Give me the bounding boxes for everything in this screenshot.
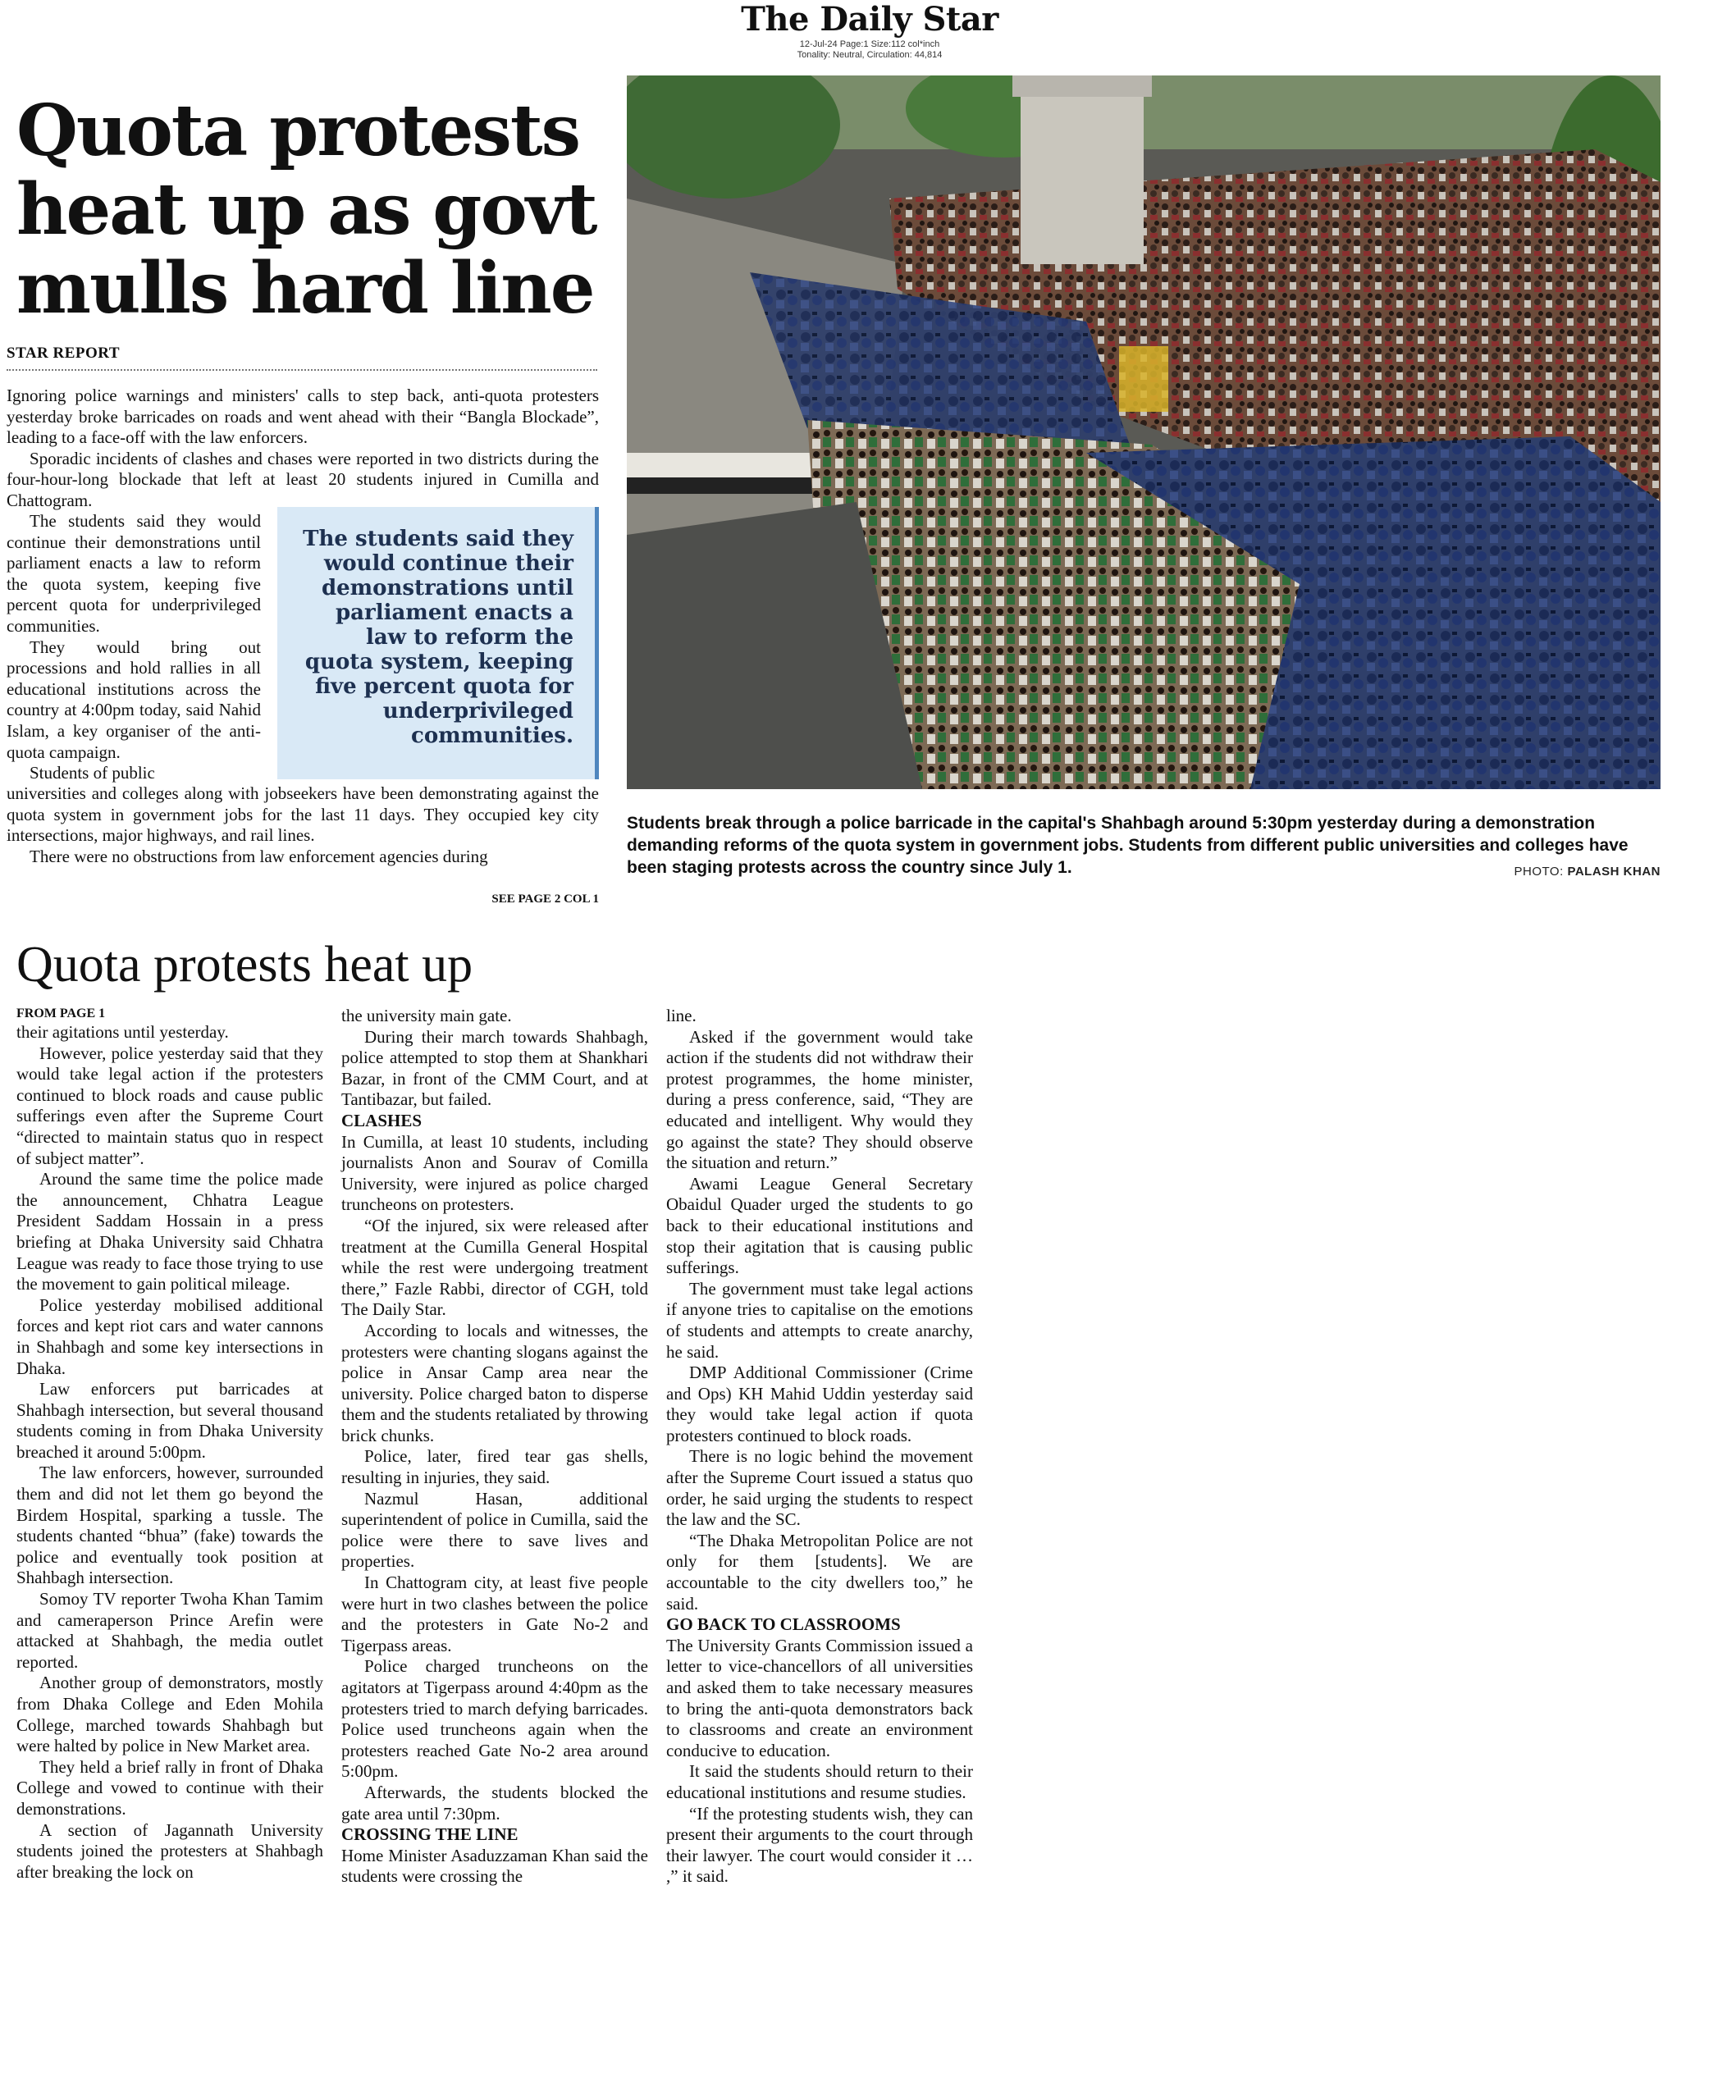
paragraph: line. bbox=[666, 1006, 697, 1025]
paragraph: Students of public bbox=[30, 763, 155, 783]
paragraph: Police yesterday mobilised additional forces and kept riot cars and water cannons in Shahbagh and some key intersections in Dhaka. bbox=[16, 1294, 323, 1378]
paragraph: Nazmul Hasan, additional superintendent of police in Cumilla, said the police were there to save lives and properties. bbox=[341, 1488, 648, 1572]
paragraph: “Of the injured, six were released after treatment at the Cumilla General Hospital while the rest were undergoing treatment there,” Fazle Rabbi, director of CGH, told The Daily Star. bbox=[341, 1215, 648, 1320]
paragraph: They held a brief rally in front of Dhaka College and vowed to continue with their demonstrations. bbox=[16, 1756, 323, 1819]
paragraph: A section of Jagannath University students joined the protesters at Shahbagh after breaking the lock on bbox=[16, 1819, 323, 1882]
subhead-clashes: CLASHES bbox=[341, 1110, 423, 1130]
paragraph: They would bring out processions and hold rallies in all educational institutions across the country at 4:00pm today, said Nahid Islam, a key organiser of the anti-quota campaign. bbox=[7, 637, 261, 762]
paragraph: Home Minister Asaduzzaman Khan said the students were crossing the bbox=[341, 1845, 648, 1887]
paragraph: There is no logic behind the movement after the Supreme Court issued a status quo order, he said urging the students to respect the law and the SC. bbox=[666, 1446, 973, 1530]
paragraph: In Cumilla, at least 10 students, including journalists Anon and Sourav of Comilla University, were injured as police charged truncheons on protesters. bbox=[341, 1131, 648, 1215]
narrow-column bbox=[7, 511, 261, 784]
newspaper-logo: The Daily Star bbox=[741, 0, 998, 39]
article-headline: Quota protests heat up as govt mulls hard line bbox=[16, 89, 596, 330]
paragraph: Afterwards, the students blocked the gate area until 7:30pm. bbox=[341, 1782, 648, 1824]
pull-quote: The students said they would continue their demonstrations until parliament enacts a law to reform the quota system, keeping five percent quota for underprivileged communities. bbox=[303, 527, 573, 748]
paragraph: The University Grants Commission issued a letter to vice-chancellors of all universities and asked them to take necessary measures to bring the anti-quota demonstrators back to classrooms and create an environment conducive to education. bbox=[666, 1635, 973, 1760]
paragraph: DMP Additional Commissioner (Crime and Ops) KH Mahid Uddin yesterday said they would take legal action if quota protesters continued to block roads. bbox=[666, 1363, 973, 1445]
byline: STAR REPORT bbox=[7, 345, 597, 371]
paragraph: Sporadic incidents of clashes and chases were reported in two districts during the four-hour-long blockade that left at least 20 students injured in Cumilla and Chattogram. bbox=[7, 448, 599, 510]
protest-photo bbox=[627, 75, 1661, 789]
lead-tail bbox=[7, 783, 599, 867]
paragraph: Awami League General Secretary Obaidul Quader urged the students to go back to their educational institutions and stop their agitation that is causing public sufferings. bbox=[666, 1173, 973, 1278]
paragraph: Somoy TV reporter Twoha Khan Tamim and cameraperson Prince Arefin were attacked at Shahbagh, the media outlet reported. bbox=[16, 1589, 323, 1672]
photo-credit bbox=[1395, 865, 1661, 879]
paragraph: During their march towards Shahbagh, police attempted to stop them at Shankhari Bazar, in front of the CMM Court, and at Tantibazar, but failed. bbox=[341, 1026, 648, 1110]
jump-column-1 bbox=[16, 1006, 323, 1883]
clip-meta-line-1: 12-Jul-24 Page:1 Size:112 col*inch bbox=[799, 39, 940, 49]
paragraph: their agitations until yesterday. bbox=[16, 1022, 229, 1042]
paragraph: The government must take legal actions if anyone tries to capitalise on the emotions of students and attempts to create anarchy, he said. bbox=[666, 1278, 973, 1362]
paragraph: However, police yesterday said that they would take legal action if the protesters continued to block roads and cause public sufferings even after the Supreme Court “directed to maintain status quo in respect of subject matter”. bbox=[16, 1043, 323, 1168]
paragraph: It said the students should return to their educational institutions and resume studies. bbox=[666, 1761, 973, 1802]
photo-credit-label: PHOTO: bbox=[1514, 865, 1564, 879]
jump-column-2 bbox=[341, 1006, 648, 1888]
paragraph: The law enforcers, however, surrounded them and did not let them go beyond the Birdem Hospital, sparking a tussle. The students chanted “bhua” (fake) towards the police and eventually took position at Shahbagh intersection. bbox=[16, 1463, 323, 1588]
lead-paragraphs bbox=[7, 386, 599, 512]
paragraph: In Chattogram city, at least five people were hurt in two clashes between the police and the protesters in Gate No-2 and Tigerpass areas. bbox=[341, 1573, 648, 1655]
photo-caption: Students break through a police barricade in the capital's Shahbagh around 5:30pm yesterday during a demonstration demanding reforms of the quota system in government jobs. Students from different public universities and colleges have been staging protests across the country since July 1. bbox=[627, 814, 1629, 877]
pull-quote-box bbox=[277, 507, 599, 779]
paragraph: There were no obstructions from law enforcement agencies during bbox=[30, 846, 488, 866]
paragraph: The students said they would continue their demonstrations until parliament enacts a law to reform the quota system, keeping five percent quota for underprivileged communities. bbox=[7, 511, 261, 636]
paragraph: Another group of demonstrators, mostly from Dhaka College and Eden Mohila College, marched towards Shahbagh but were halted by police in New Market area. bbox=[16, 1673, 323, 1756]
subhead-go-back-to-classrooms: GO BACK TO CLASSROOMS bbox=[666, 1614, 901, 1635]
jump-headline: Quota protests heat up bbox=[16, 937, 473, 993]
paragraph: “If the protesting students wish, they can present their arguments to the court through their lawyer. The court would consider it … ,” it said. bbox=[666, 1803, 973, 1887]
paragraph: Law enforcers put barricades at Shahbagh intersection, but several thousand students coming in from Dhaka University breached it around 5:00pm. bbox=[16, 1379, 323, 1462]
paragraph: Around the same time the police made the announcement, Chhatra League President Saddam Hossain in a press briefing at Dhaka University said Chhatra League was ready to face those trying to use the movement to gain political mileage. bbox=[16, 1169, 323, 1294]
masthead bbox=[738, 0, 1001, 61]
continuation-note: SEE PAGE 2 COL 1 bbox=[491, 892, 599, 906]
paragraph: According to locals and witnesses, the protesters were chanting slogans against the police in Ansar Camp area near the university. Police charged baton to disperse them and the students retaliated by throwing brick chunks. bbox=[341, 1320, 648, 1445]
paragraph: Police charged truncheons on the agitators at Tigerpass around 4:40pm as the protesters tried to march defying barricades. Police used truncheons again when the protesters reached Gate No-2 area around 5:00pm. bbox=[341, 1656, 648, 1782]
paragraph: Ignoring police warnings and ministers' calls to step back, anti-quota protesters yesterday broke barricades on roads and went ahead with their “Bangla Blockade”, leading to a face-off with the law enforcers. bbox=[7, 386, 599, 448]
paragraph: “The Dhaka Metropolitan Police are not only for them [students]. We are accountable to the city dwellers too,” he said. bbox=[666, 1530, 973, 1614]
subhead-crossing-the-line: CROSSING THE LINE bbox=[341, 1824, 519, 1845]
jump-column-3 bbox=[666, 1006, 973, 1888]
paragraph: Police, later, fired tear gas shells, resulting in injuries, they said. bbox=[341, 1446, 648, 1488]
paragraph: the university main gate. bbox=[341, 1006, 512, 1025]
photographer-name: PALASH KHAN bbox=[1567, 865, 1661, 879]
paragraph: Asked if the government would take action if the students did not withdraw their protest programmes, the home minister, during a press conference, said, “They are educated and intelligent. Why would they go against the state? They should observe the situation and return.” bbox=[666, 1026, 973, 1173]
clip-meta-line-2: Tonality: Neutral, Circulation: 44,814 bbox=[797, 50, 943, 60]
from-page-kicker: FROM PAGE 1 bbox=[16, 1007, 106, 1020]
paragraph: universities and colleges along with jobseekers have been demonstrating against the quota system in government jobs for the last 11 days. They occupied key city intersections, major highways, and rail lines. bbox=[7, 783, 599, 846]
